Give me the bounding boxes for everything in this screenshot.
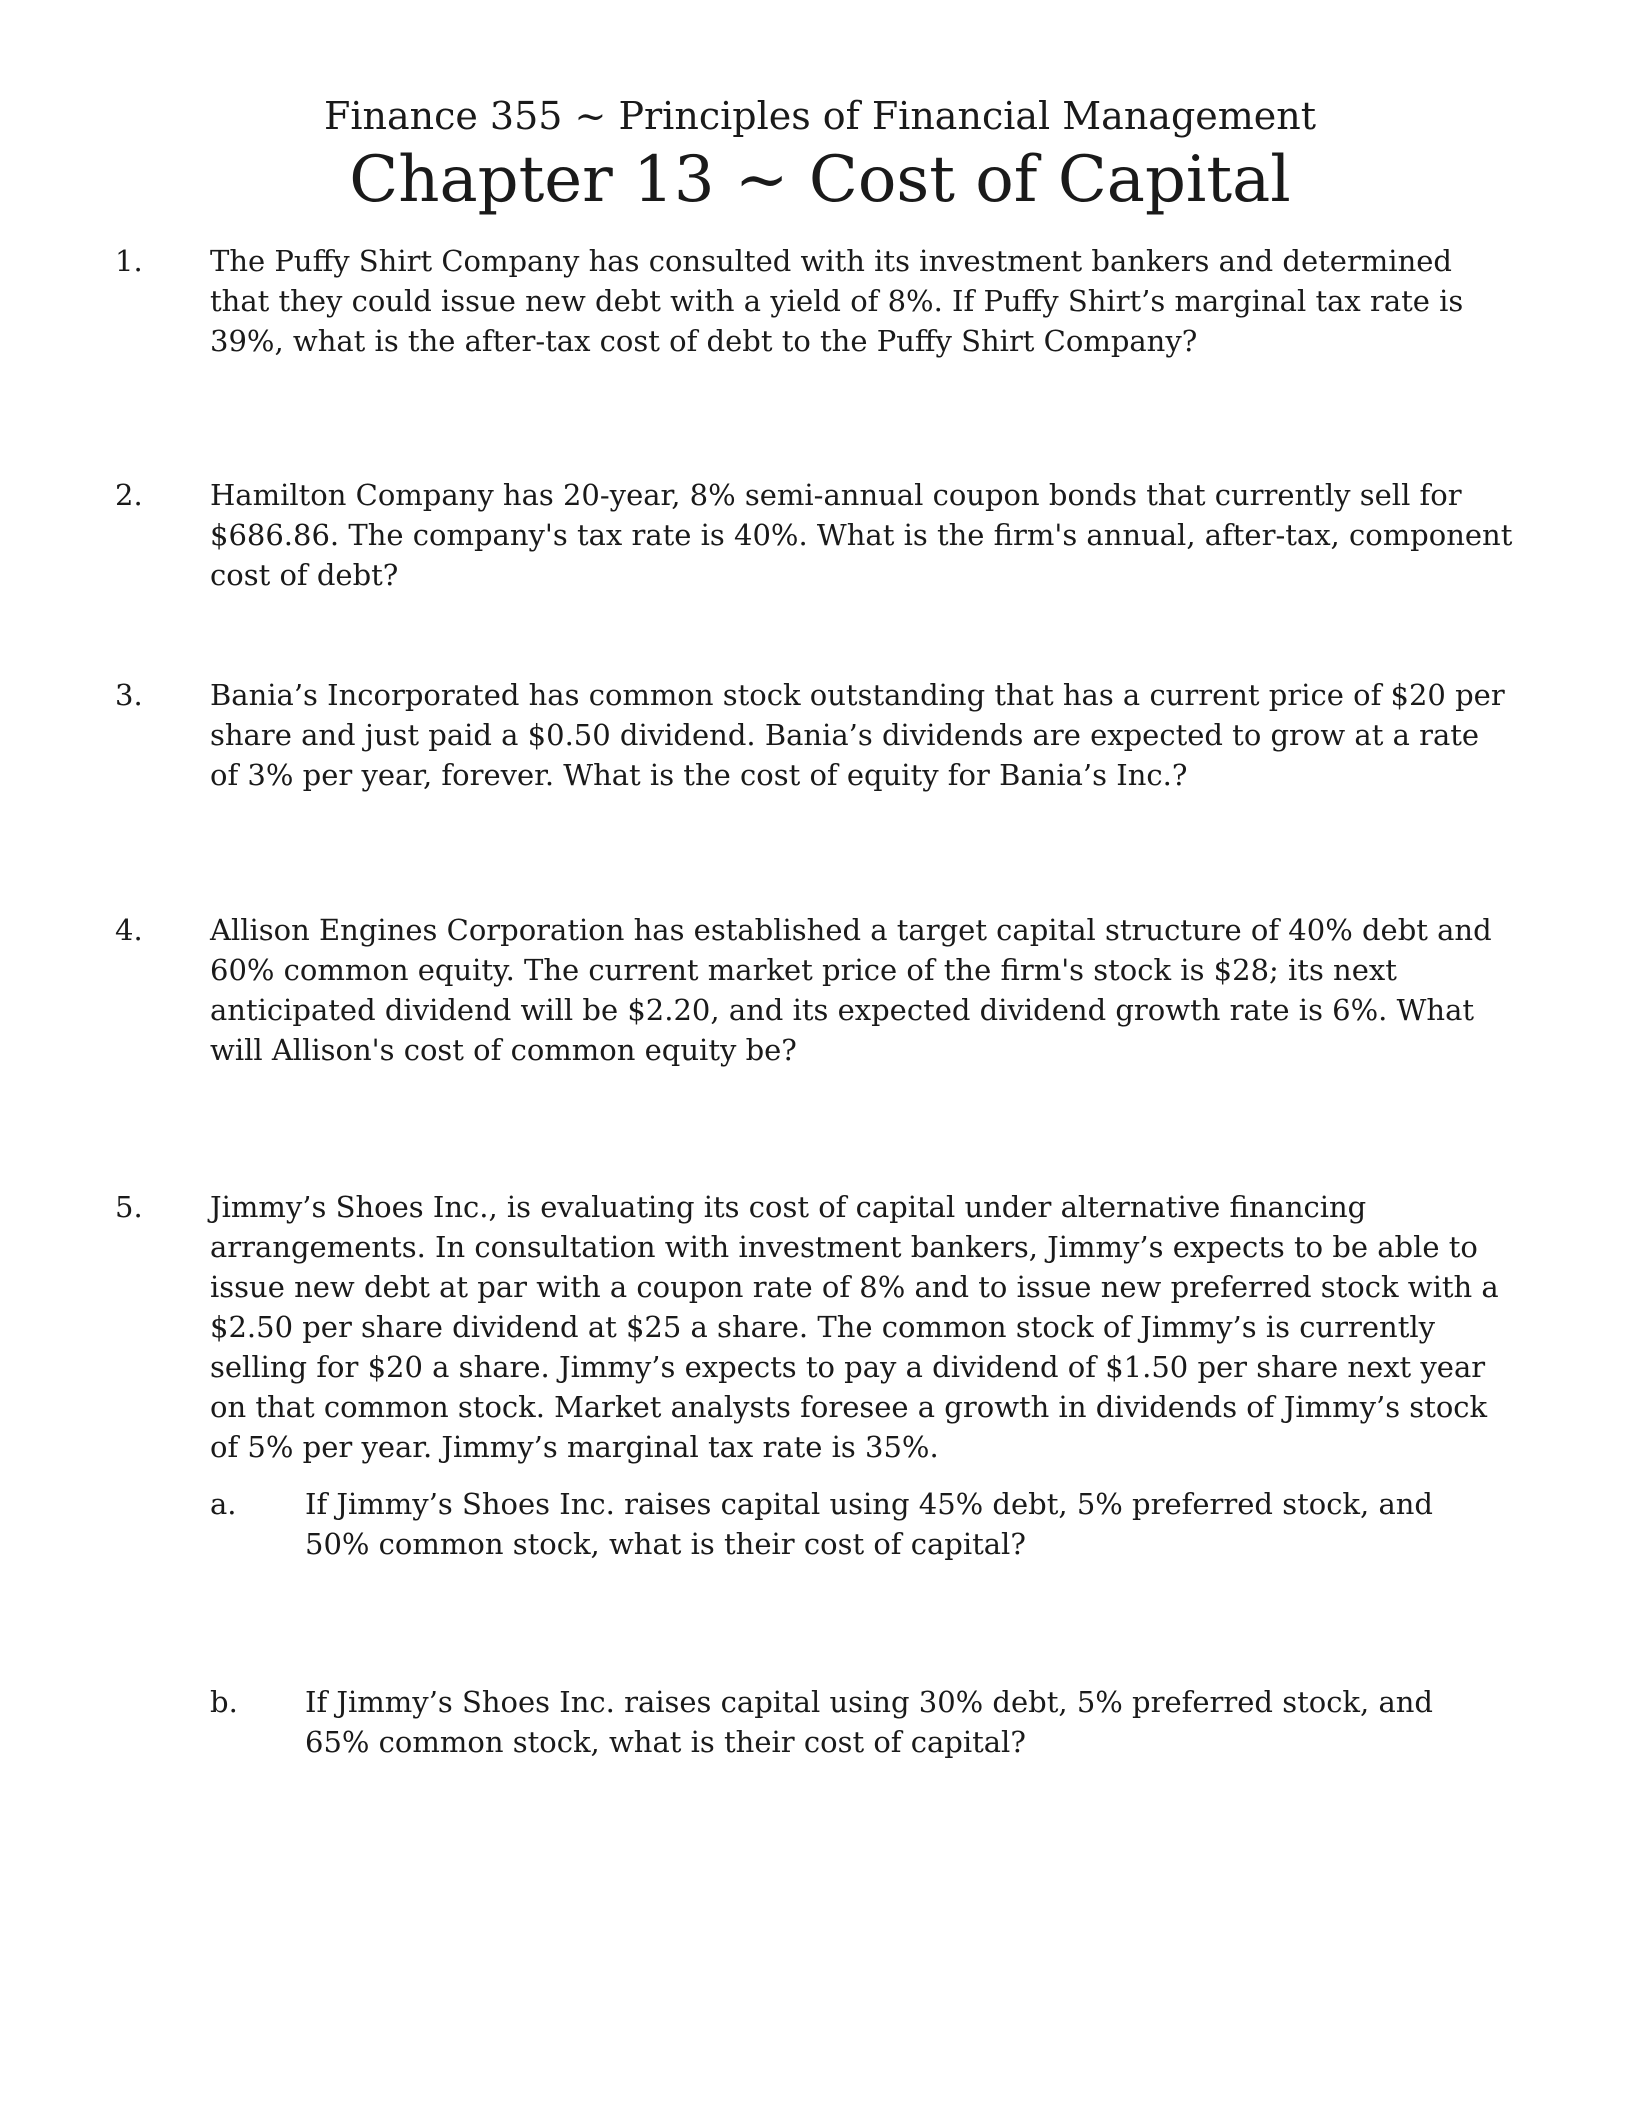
subquestion-text: If Jimmy’s Shoes Inc. raises capital using 45% debt, 5% preferred stock, and 50% common stock, what is their cost of capital? — [305, 1487, 1433, 1561]
question-text: Hamilton Company has 20-year, 8% semi-annual coupon bonds that currently sell for $686.86. The company's tax rate is 40%. What is the firm's annual, after-tax, component cost of debt? — [210, 478, 1513, 592]
question-number: 2. — [115, 478, 143, 512]
subquestion-text: If Jimmy’s Shoes Inc. raises capital using 30% debt, 5% preferred stock, and 65% common stock, what is their cost of capital? — [305, 1685, 1433, 1759]
question-number: 5. — [115, 1190, 143, 1224]
question-number: 4. — [115, 913, 143, 947]
question-text: Allison Engines Corporation has established a target capital structure of 40% debt and 60% common equity. The current market price of the firm's stock is $28; its next anticipated dividend will be $2.20, and its expected dividend growth rate is 6%. What will Allison's cost of common equity be? — [210, 913, 1492, 1067]
subquestion-letter: b. — [210, 1685, 238, 1719]
question-text: The Puffy Shirt Company has consulted with its investment bankers and determined that they could issue new debt with a yield of 8%. If Puffy Shirt’s marginal tax rate is 39%, what is the after-tax cost of debt to the Puffy Shirt Company? — [210, 244, 1464, 358]
chapter-title: Chapter 13 ~ Cost of Capital — [349, 143, 1291, 217]
question-number: 1. — [115, 244, 143, 278]
question-number: 3. — [115, 678, 143, 712]
question-text: Jimmy’s Shoes Inc., is evaluating its cost of capital under alternative financing arrangements. In consultation with investment bankers, Jimmy’s expects to be able to issue new debt at par with a coupon rate of 8% and to issue new preferred stock with a $2.50 per share dividend at $25 a share. The common stock of Jimmy’s is currently selling for $20 a share. Jimmy’s expects to pay a dividend of $1.50 per share next year on that common stock. Market analysts foresee a growth in dividends of Jimmy’s stock of 5% per year. Jimmy’s marginal tax rate is 35%. — [210, 1190, 1499, 1464]
question-text: Bania’s Incorporated has common stock outstanding that has a current price of $20 per share and just paid a $0.50 dividend. Bania’s dividends are expected to grow at a rate of 3% per year, forever. What is the cost of equity for Bania’s Inc.? — [210, 678, 1505, 792]
subquestion-letter: a. — [210, 1487, 237, 1521]
course-title: Finance 355 ~ Principles of Financial Management — [323, 94, 1317, 138]
